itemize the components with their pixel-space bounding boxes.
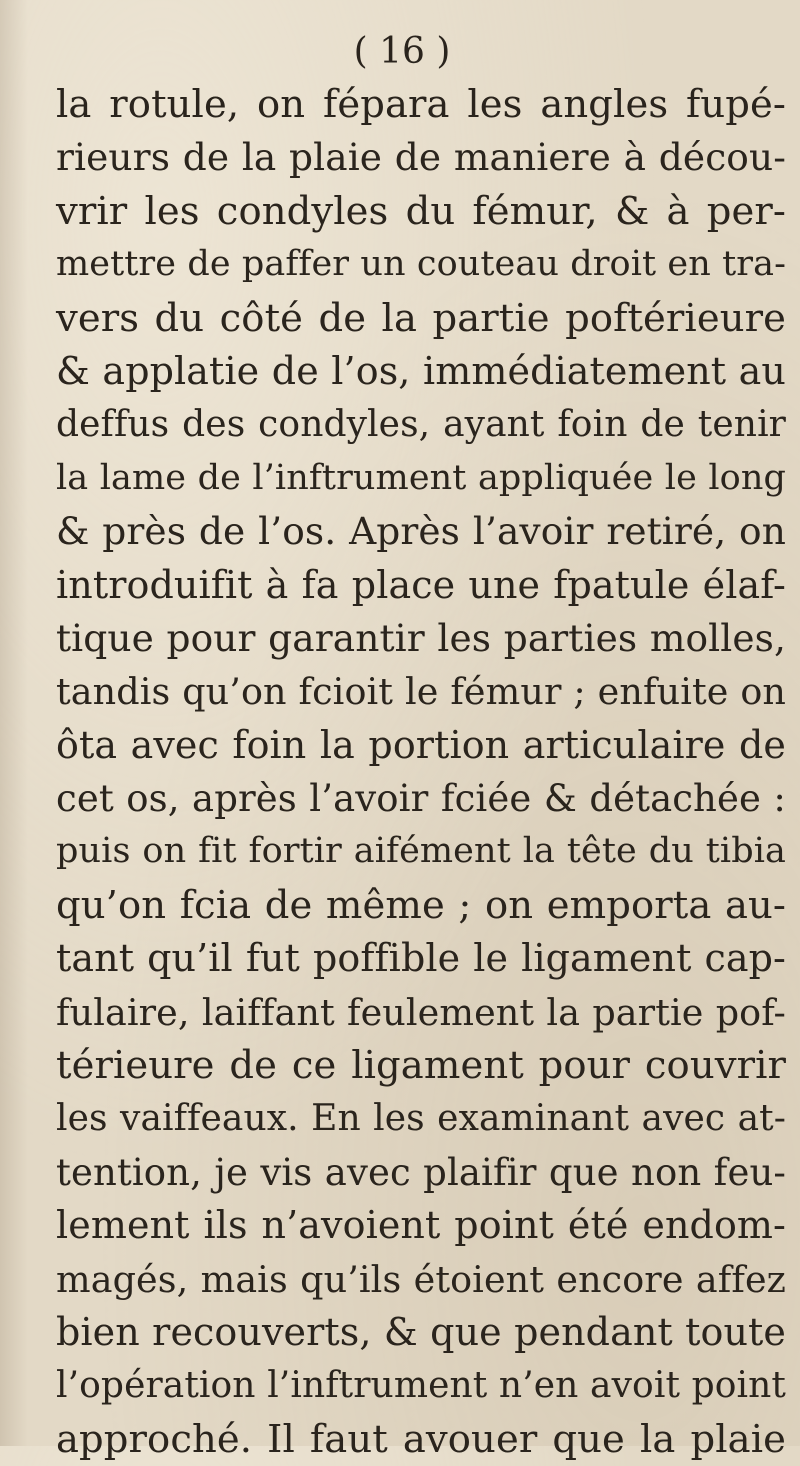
text-line: les vaiffeaux. En les examinant avec at- — [56, 1098, 786, 1140]
text-line: tention, je vis avec plaifir que non feu- — [56, 1150, 786, 1194]
page-number: ( 16 ) — [353, 31, 451, 72]
text-line: & applatie de l’os, immédiatement au — [56, 348, 786, 393]
text-line: vers du côté de la partie poftérieure — [56, 295, 786, 341]
text-line: tant qu’il fut poffible le ligament cap- — [56, 936, 786, 981]
text-line: & près de l’os. Après l’avoir retiré, on — [56, 509, 786, 554]
text-line: lement ils n’avoient point été endom- — [56, 1203, 786, 1248]
text-line: puis on fit fortir aifément la tête du tibia — [56, 831, 786, 872]
text-line: la rotule, on fépara les angles fupé- — [56, 82, 786, 127]
text-line: vrir les condyles du fémur, & à per- — [56, 188, 786, 234]
text-line: térieure de ce ligament pour couvrir — [56, 1043, 786, 1089]
text-line: tique pour garantir les parties molles, — [56, 615, 786, 660]
text-line: deffus des condyles, ayant foin de tenir — [56, 404, 786, 446]
body-text — [56, 78, 786, 1466]
text-line: qu’on fcia de même ; on emporta au- — [56, 882, 786, 928]
text-line: cet os, après l’avoir fciée & détachée : — [56, 777, 786, 821]
text-line: tandis qu’on fcioit le fémur ; enfuite on — [56, 670, 786, 714]
text-line: la lame de l’inftrument appliquée le long — [56, 457, 786, 498]
text-line: l’opération l’inftrument n’en avoit point — [56, 1365, 786, 1407]
text-line: introduifit à fa place une fpatule élaf- — [56, 562, 786, 607]
text-line: approché. Il faut avouer que la plaie — [56, 1416, 786, 1462]
page-gutter-shadow — [0, 0, 28, 1446]
text-line: rieurs de la plaie de maniere à décou- — [56, 135, 786, 180]
text-line: ôta avec foin la portion articulaire de — [56, 722, 786, 767]
text-line: mettre de paffer un couteau droit en tra- — [56, 244, 786, 285]
text-line: magés, mais qu’ils étoient encore affez — [56, 1257, 786, 1301]
text-line: fulaire, laiffant feulement la partie pof- — [56, 990, 786, 1034]
text-line: bien recouverts, & que pendant toute — [56, 1309, 786, 1354]
